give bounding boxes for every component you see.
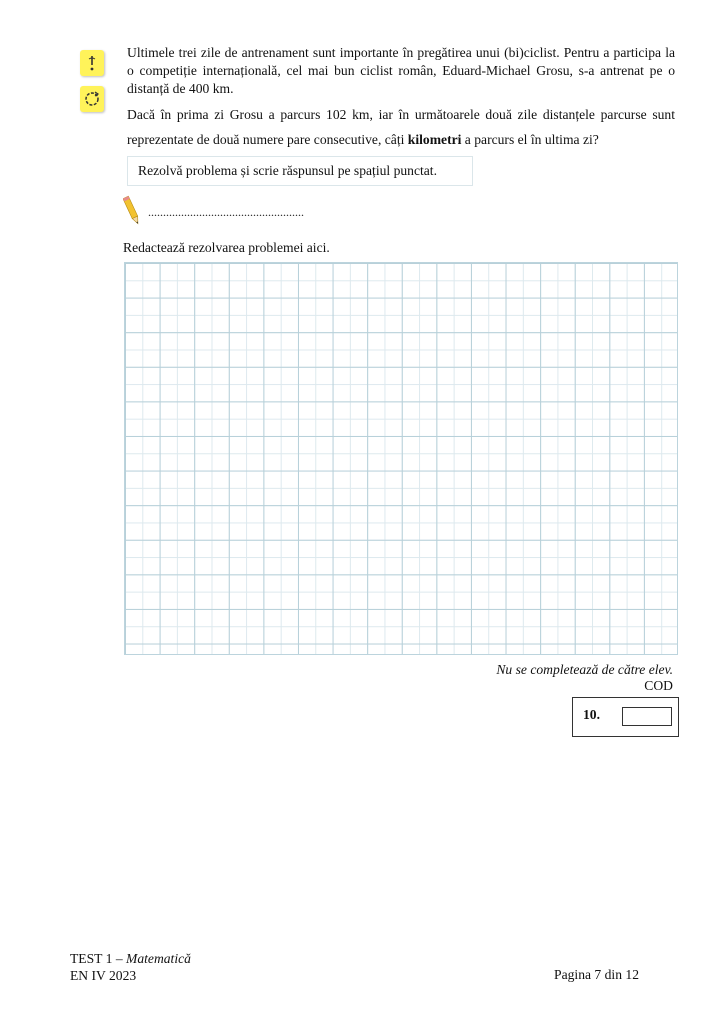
score-field	[622, 707, 672, 726]
problem-paragraph-2	[127, 102, 675, 152]
problem-keyword: kilometri	[407, 132, 462, 147]
sticky-note-attention	[80, 50, 104, 76]
footer-test-line	[70, 950, 191, 967]
problem-paragraph-1: Ultimele trei zile de antrenament sunt importante în pregătirea unui (bi)ciclist. Pentru a participa la o competiție internațională, cel mai bun ciclist român, Eduard-Michael Grosu, s-a antrenat pe o distanță de 400 km.	[127, 45, 675, 96]
grader-note: Nu se completează de către elev.	[496, 662, 673, 677]
problem-text: Dacă în prima zi Grosu a parcurs 102 km, iar în următoarele două zile distanțele parcurse sunt reprezentate de două numere pare consecutive, câți	[127, 107, 675, 147]
circle-arrow-icon	[83, 90, 101, 108]
instruction-box: Rezolvă problema și scrie răspunsul pe spațiul punctat.	[127, 156, 473, 186]
answer-line[interactable]: ....................................................	[148, 205, 304, 219]
cod-label: COD	[644, 678, 673, 693]
problem-text-end: a parcurs el în ultima zi?	[461, 132, 599, 147]
exclamation-icon	[85, 54, 99, 72]
footer-exam: EN IV 2023	[70, 968, 137, 983]
item-number: 10.	[583, 707, 600, 722]
footer-test: TEST 1 –	[70, 951, 127, 966]
page-number: Pagina 7 din 12	[554, 967, 639, 982]
footer-left	[70, 950, 191, 984]
work-area-grid[interactable]	[124, 262, 678, 655]
work-area-label: Redactează rezolvarea problemei aici.	[123, 240, 330, 255]
footer-subject: Matematică	[126, 951, 191, 966]
score-box	[572, 697, 679, 737]
pencil-icon	[123, 194, 141, 228]
problem-statement	[127, 44, 675, 152]
sticky-note-review	[80, 86, 104, 112]
